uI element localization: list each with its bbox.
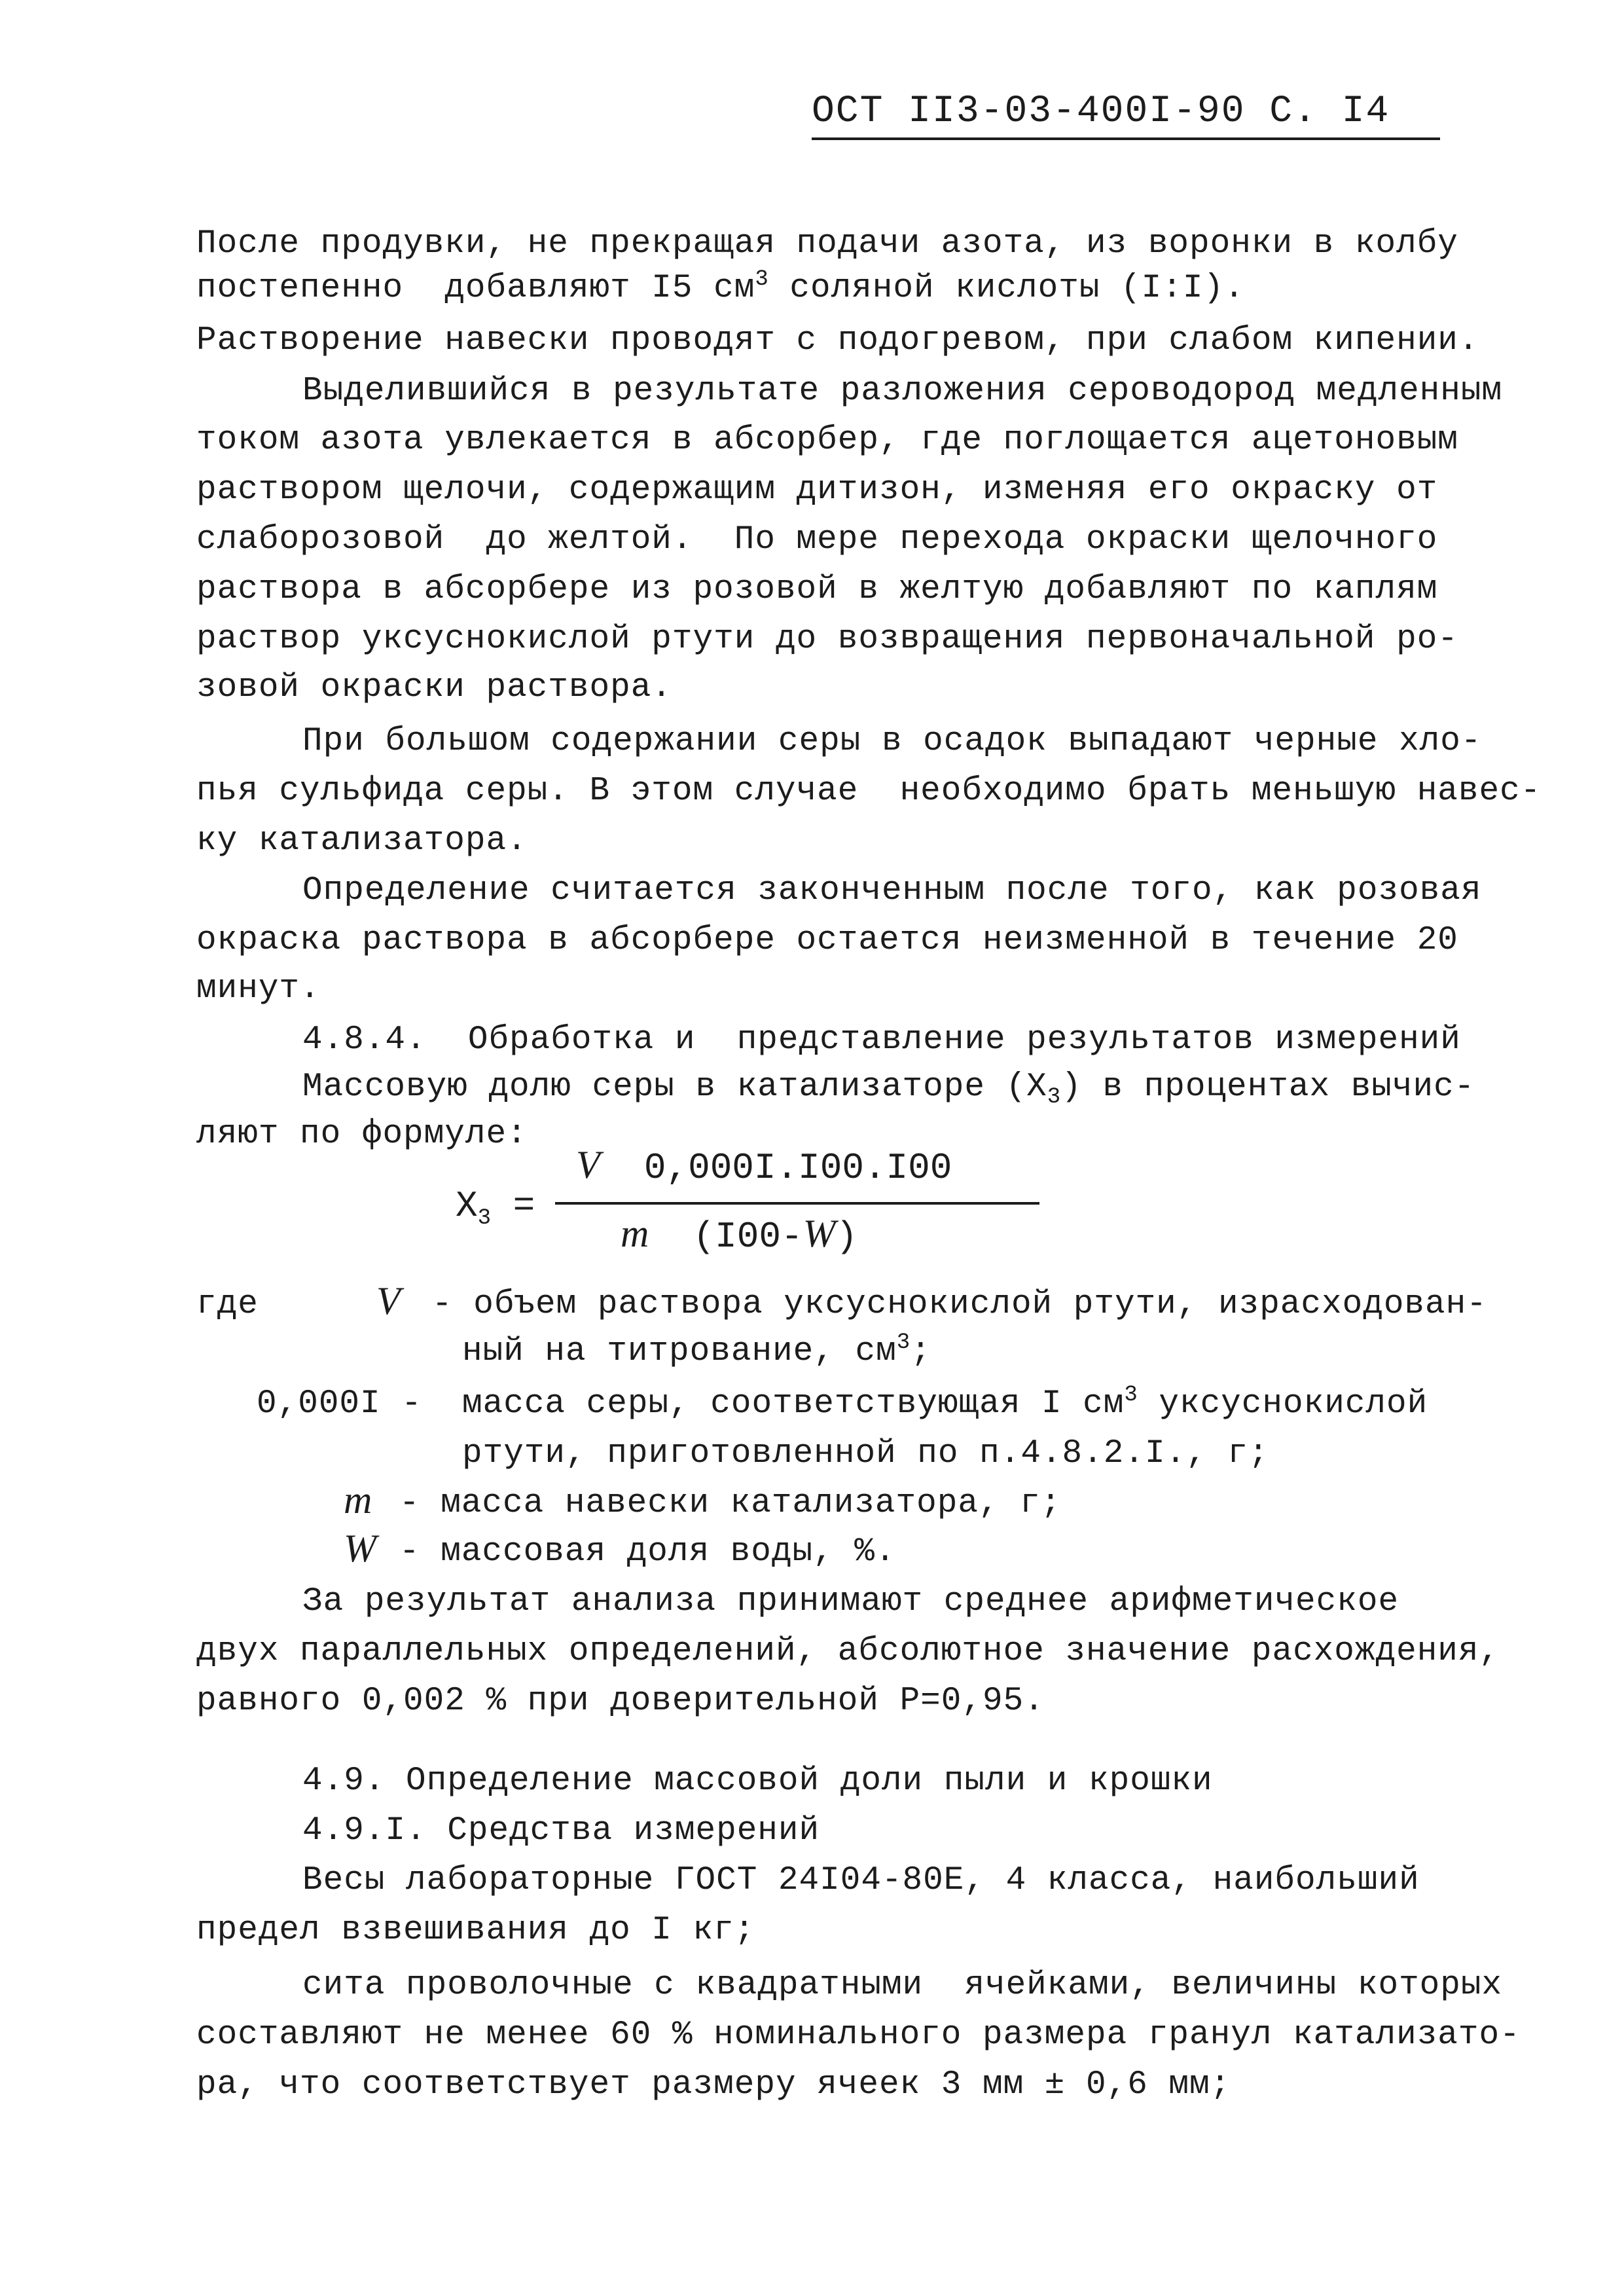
paragraph-4-line-2: окраска раствора в абсорбере остается неизменной в течение 20 bbox=[196, 922, 1458, 959]
section-4-8-4-line-1: Массовую долю серы в катализаторе $(X_3)$ в процентах вычис- bbox=[302, 1068, 1475, 1110]
paragraph-1-line-3: Растворение навески проводят с подогревом, при слабом кипении. bbox=[196, 322, 1479, 359]
where-c-desc-2: ртути, приготовленной по п.4.8.2.I., г; bbox=[462, 1435, 1269, 1472]
paragraph-4-line-1: Определение считается законченным после того, как розовая bbox=[302, 872, 1482, 909]
where-v-desc-2: ный на титрование, $см^3$; bbox=[462, 1330, 931, 1370]
section-4-9-1-heading: 4.9.I. Средства измерений bbox=[302, 1812, 820, 1850]
header-underline bbox=[812, 137, 1440, 140]
where-v-desc-1: - объем раствора уксуснокислой ртути, израсходован- bbox=[432, 1286, 1487, 1323]
where-m-symbol: m bbox=[344, 1478, 373, 1522]
where-c-symbol: 0,000I - bbox=[257, 1385, 422, 1423]
paragraph-1-line-2: постепенно добавляют I5 $см^3$ соляной кислоты (I:I). bbox=[196, 267, 1245, 307]
paragraph-2-line-5: раствора в абсорбере из розовой в желтую добавляют по каплям bbox=[196, 571, 1438, 608]
formula-lhs: $X_3$ = bbox=[456, 1185, 535, 1231]
where-w-symbol: W bbox=[344, 1527, 377, 1570]
where-v-symbol: V bbox=[376, 1279, 401, 1322]
result-line-3: равного 0,002 % при доверительной Р=0,95. bbox=[196, 1683, 1045, 1720]
paragraph-3-line-2: пья сульфида серы. В этом случае необходимо брать меньшую навес- bbox=[196, 773, 1542, 810]
paragraph-2-line-6: раствор уксуснокислой ртути до возвращения первоначальной ро- bbox=[196, 621, 1458, 658]
section-4-9-1-line-5: ра, что соответствует размеру ячеек 3 мм ± 0,6 мм; bbox=[196, 2066, 1231, 2104]
paragraph-2-line-2: током азота увлекается в абсорбер, где поглощается ацетоновым bbox=[196, 422, 1458, 459]
section-4-9-1-line-1: Весы лабораторные ГОСТ 24I04-80Е, 4 класса, наибольший bbox=[302, 1862, 1420, 1899]
paragraph-4-line-3: минут. bbox=[196, 970, 321, 1008]
paragraph-3-line-1: При большом содержании серы в осадок выпадают черные хло- bbox=[302, 723, 1482, 760]
formula-fraction-bar bbox=[555, 1202, 1039, 1205]
paragraph-1-line-1: После продувки, не прекращая подачи азота, из воронки в колбу bbox=[196, 225, 1458, 263]
section-4-8-4-line-2: ляют по формуле: bbox=[196, 1116, 528, 1153]
paragraph-2-line-7: зовой окраски раствора. bbox=[196, 669, 672, 706]
where-w-desc: - массовая доля воды, %. bbox=[399, 1533, 896, 1571]
section-4-9-1-line-3: сита проволочные с квадратными ячейками, величины которых bbox=[302, 1967, 1503, 2004]
where-c-desc-1: масса серы, соответствующая I $см^3$ уксуснокислой bbox=[462, 1383, 1428, 1423]
paragraph-2-line-3: раствором щелочи, содержащим дитизон, изменяя его окраску от bbox=[196, 471, 1438, 509]
section-4-9-1-line-2: предел взвешивания до I кг; bbox=[196, 1912, 755, 1949]
formula-denominator: m (I00-W) bbox=[621, 1212, 858, 1258]
where-label: где bbox=[196, 1286, 259, 1323]
section-4-9-1-line-4: составляют не менее 60 % номинального размера гранул катализато- bbox=[196, 2016, 1521, 2054]
document-code: ОСТ II3-03-400I-90 С. I4 bbox=[812, 90, 1390, 133]
paragraph-3-line-3: ку катализатора. bbox=[196, 822, 528, 860]
section-4-9-heading: 4.9. Определение массовой доли пыли и крошки bbox=[302, 1762, 1213, 1800]
where-m-desc: - масса навески катализатора, г; bbox=[399, 1485, 1062, 1522]
formula-numerator: V 0,000I.I00.I00 bbox=[576, 1143, 952, 1189]
result-line-1: За результат анализа принимают среднее арифметическое bbox=[302, 1583, 1399, 1620]
result-line-2: двух параллельных определений, абсолютное значение расхождения, bbox=[196, 1633, 1500, 1670]
section-4-8-4-heading: 4.8.4. Обработка и представление результатов измерений bbox=[302, 1021, 1461, 1059]
paragraph-2-line-4: слаборозовой до желтой. По мере перехода окраски щелочного bbox=[196, 521, 1438, 558]
paragraph-2-line-1: Выделившийся в результате разложения сероводород медленным bbox=[302, 373, 1503, 410]
